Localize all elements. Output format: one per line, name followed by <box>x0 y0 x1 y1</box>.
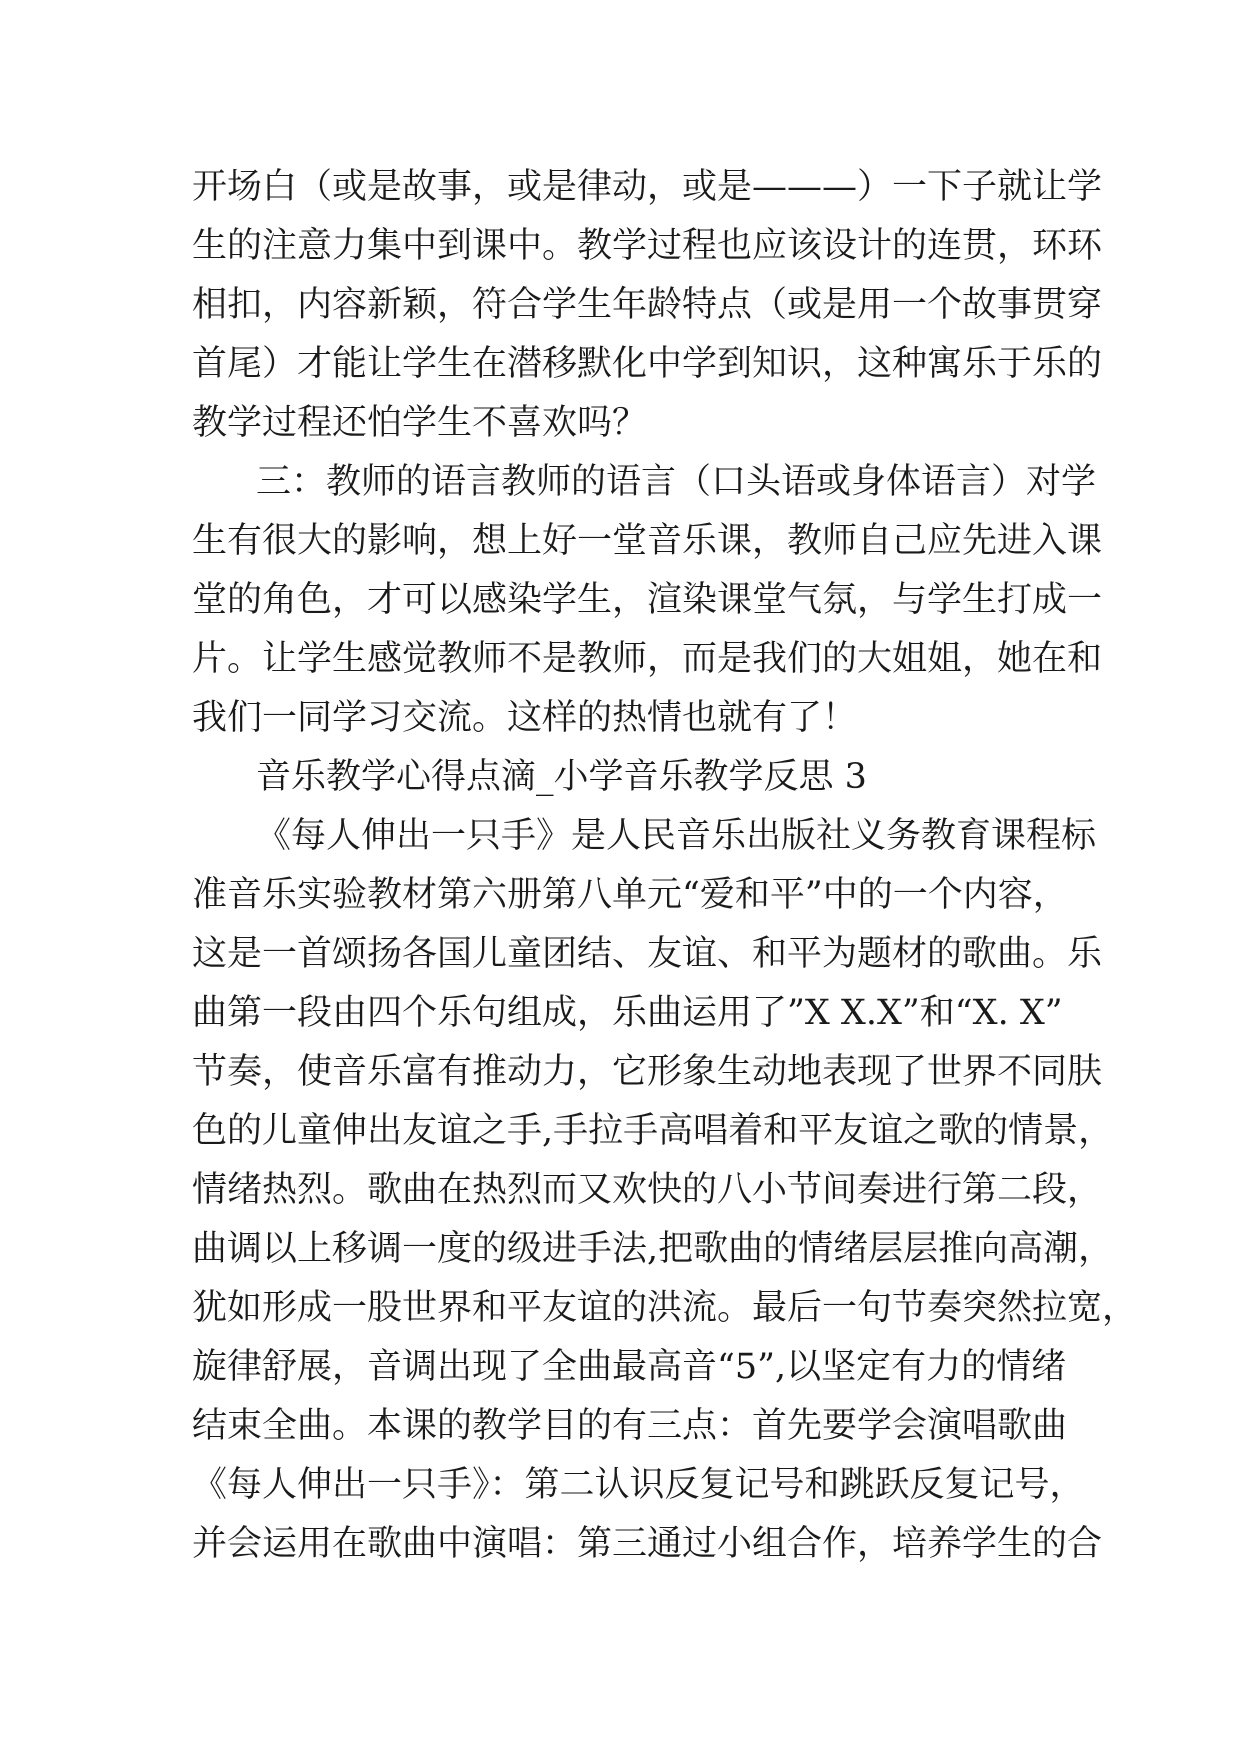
text-line: 片。让学生感觉教师不是教师，而是我们的大姐姐，她在和 <box>192 639 1103 679</box>
text-line: 这是一首颂扬各国儿童团结、友谊、和平为题材的歌曲。乐 <box>192 934 1103 974</box>
text-line: 教学过程还怕学生不喜欢吗？ <box>192 403 648 443</box>
text-line: 首尾）才能让学生在潜移默化中学到知识，这种寓乐于乐的 <box>192 344 1103 384</box>
text-line: 《每人伸出一只手》是人民音乐出版社义务教育课程标 <box>256 816 1097 856</box>
text-line: 色的儿童伸出友谊之手,手拉手高唱着和平友谊之歌的情景， <box>192 1111 1114 1151</box>
text-line: 相扣，内容新颖，符合学生年龄特点（或是用一个故事贯穿 <box>192 285 1103 325</box>
text-line: 生的注意力集中到课中。教学过程也应该设计的连贯，环环 <box>192 226 1103 266</box>
text-line: 曲第一段由四个乐句组成，乐曲运用了”X X.X”和“X. X” <box>192 993 1063 1033</box>
text-line: 开场白（或是故事，或是律动，或是———）一下子就让学 <box>192 167 1103 207</box>
text-line: 音乐教学心得点滴_小学音乐教学反思 3 <box>256 757 867 797</box>
text-line: 我们一同学习交流。这样的热情也就有了！ <box>192 698 858 738</box>
text-line: 犹如形成一股世界和平友谊的洪流。最后一句节奏突然拉宽， <box>192 1288 1138 1328</box>
text-line: 《每人伸出一只手》：第二认识反复记号和跳跃反复记号， <box>192 1465 1085 1505</box>
text-line: 曲调以上移调一度的级进手法,把歌曲的情绪层层推向高潮， <box>192 1229 1114 1269</box>
text-line: 生有很大的影响，想上好一堂音乐课，教师自己应先进入课 <box>192 521 1103 561</box>
text-line: 结束全曲。本课的教学目的有三点：首先要学会演唱歌曲 <box>192 1406 1068 1446</box>
text-line: 并会运用在歌曲中演唱：第三通过小组合作，培养学生的合 <box>192 1524 1103 1564</box>
text-line: 堂的角色，才可以感染学生，渲染课堂气氛，与学生打成一 <box>192 580 1103 620</box>
text-line: 三：教师的语言教师的语言（口头语或身体语言）对学 <box>256 462 1097 502</box>
text-line: 旋律舒展，音调出现了全曲最高音“5”,以坚定有力的情绪 <box>192 1347 1067 1387</box>
text-line: 准音乐实验教材第六册第八单元“爱和平”中的一个内容， <box>192 875 1068 915</box>
text-line: 情绪热烈。歌曲在热烈而又欢快的八小节间奏进行第二段， <box>192 1170 1103 1210</box>
text-line: 节奏，使音乐富有推动力，它形象生动地表现了世界不同肤 <box>192 1052 1103 1092</box>
document-body <box>192 158 1138 1574</box>
